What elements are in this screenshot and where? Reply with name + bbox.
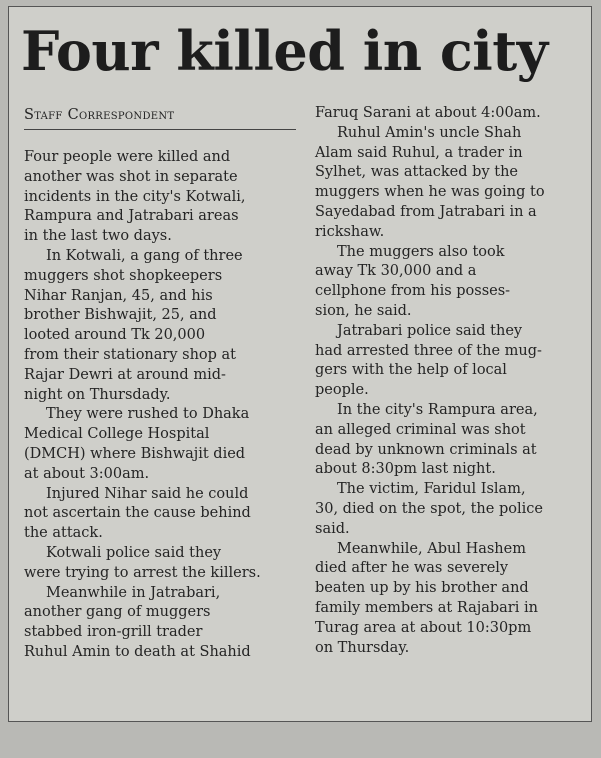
byline-rule — [24, 129, 296, 130]
paragraph: Four people were killed and another was shot in separate incidents in the city's Kotwali, Rampura and Jatrabari areas in the last two days. — [24, 149, 246, 245]
paragraph: Faruq Sarani at about 4:00am. — [315, 105, 541, 121]
paragraph: They were rushed to Dhaka Medical College Hospital (DMCH) where Bishwajit died at about 3:00am. — [24, 406, 250, 482]
paragraph: Kotwali police said they were trying to arrest the killers. — [24, 544, 261, 581]
paragraph: Meanwhile, Abul Hashem died after he was severely beaten up by his brother and family members at Rajabari in Turag area at about 10:30pm on Thursday. — [315, 540, 538, 656]
left-column — [24, 104, 296, 663]
paragraph: In Kotwali, a gang of three muggers shot shopkeepers Nihar Ranjan, 45, and his brother Bishwajit, 25, and looted around Tk 20,000 from their stationary shop at Rajar Dewri at around mid- night on Thursdady. — [24, 247, 243, 403]
headline: Four killed in city — [21, 19, 548, 83]
paragraph: Ruhul Amin's uncle Shah Alam said Ruhul, a trader in Sylhet, was attacked by the muggers when he was going to Sayedabad from Jatrabari in a rickshaw. — [315, 124, 545, 240]
byline: Staff Correspondent — [24, 107, 175, 123]
paragraph: Injured Nihar said he could not ascertain the cause behind the attack. — [24, 485, 251, 542]
right-column — [315, 104, 587, 658]
paragraph: The muggers also took away Tk 30,000 and a cellphone from his posses- sion, he said. — [315, 243, 511, 319]
paragraph: In the city's Rampura area, an alleged criminal was shot dead by unknown criminals at about 8:30pm last night. — [315, 401, 538, 478]
newspaper-clipping — [8, 6, 592, 722]
paragraph: The victim, Faridul Islam, 30, died on the spot, the police said. — [315, 481, 543, 537]
paragraph: Jatrabari police said they had arrested three of the mug- gers with the help of local people. — [315, 322, 542, 399]
paragraph: Meanwhile in Jatrabari, another gang of muggers stabbed iron-grill trader Ruhul Amin to death at Shahid — [24, 584, 251, 660]
